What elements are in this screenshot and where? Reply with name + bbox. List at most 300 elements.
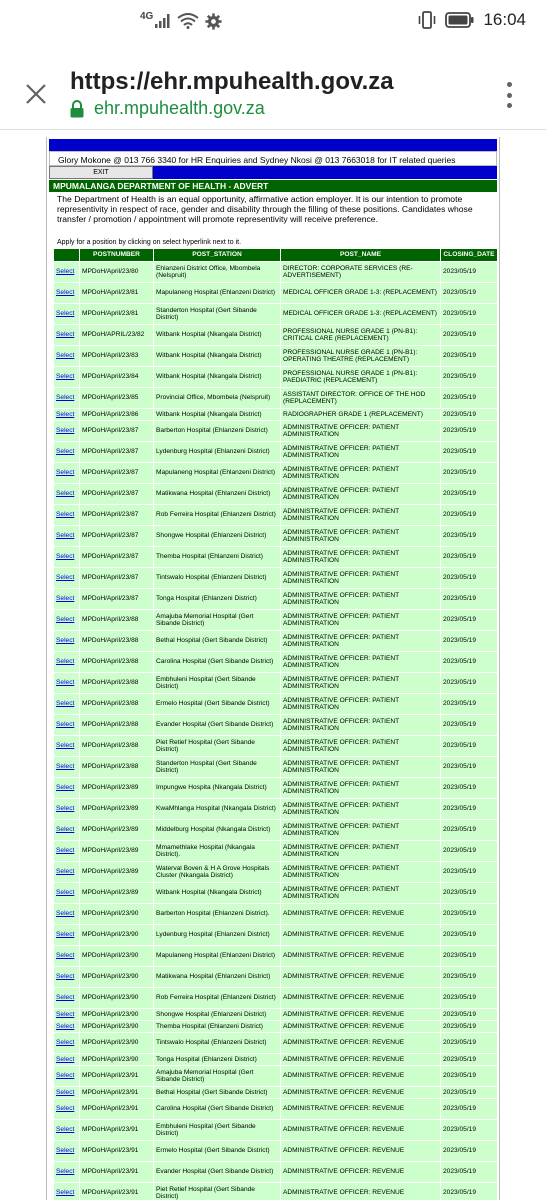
post-station: Evander Hospital (Gert Sibande District) — [154, 715, 280, 735]
select-link[interactable]: Select — [54, 757, 79, 777]
post-station: Ermelo Hospital (Gert Sibande District) — [154, 1141, 280, 1161]
post-number: MPDoH/April/23/84 — [80, 367, 153, 387]
closing-date: 2023/05/19 — [441, 1183, 497, 1200]
select-link[interactable]: Select — [54, 505, 79, 525]
table-row — [54, 967, 497, 987]
post-number: MPDoH/April/23/88 — [80, 715, 153, 735]
select-link[interactable]: Select — [54, 325, 79, 345]
select-link[interactable]: Select — [54, 1141, 79, 1161]
exit-row — [49, 166, 497, 179]
post-number: MPDoH/April/23/91 — [80, 1120, 153, 1140]
post-number: MPDoH/April/23/89 — [80, 883, 153, 903]
post-station: Barberton Hospital (Ehlanzeni District). — [154, 904, 280, 924]
post-number: MPDoH/April/23/87 — [80, 442, 153, 462]
closing-date: 2023/05/19 — [441, 505, 497, 525]
select-link[interactable]: Select — [54, 631, 79, 651]
table-row — [54, 1021, 497, 1032]
post-name: ADMINISTRATIVE OFFICER: PATIENT ADMINISTRATION — [281, 484, 440, 504]
select-link[interactable]: Select — [54, 526, 79, 546]
post-name: MEDICAL OFFICER GRADE 1-3: (REPLACEMENT) — [281, 283, 440, 303]
post-name: ADMINISTRATIVE OFFICER: PATIENT ADMINISTRATION — [281, 883, 440, 903]
table-row — [54, 883, 497, 903]
post-station: KwaMhlanga Hospital (Nkangala District) — [154, 799, 280, 819]
post-number: MPDoH/April/23/87 — [80, 568, 153, 588]
post-name: ADMINISTRATIVE OFFICER: PATIENT ADMINISTRATION — [281, 547, 440, 567]
post-station: Rob Ferreira Hospital (Ehlanzeni District) — [154, 505, 280, 525]
post-number: MPDoH/April/23/88 — [80, 652, 153, 672]
post-station: Tonga Hospital (Ehlanzeni District) — [154, 1054, 280, 1065]
post-station: Tintswalo Hospital (Ehlanzeni District) — [154, 1033, 280, 1053]
close-icon[interactable] — [24, 82, 48, 106]
table-row — [54, 283, 497, 303]
url-host-row[interactable] — [70, 98, 265, 119]
table-row — [54, 1162, 497, 1182]
table-header-row — [54, 249, 497, 261]
select-link[interactable]: Select — [54, 1162, 79, 1182]
post-number: MPDoH/April/23/90 — [80, 1021, 153, 1032]
lock-icon — [70, 100, 84, 118]
post-name: PROFESSIONAL NURSE GRADE 1 (PN-B1): PAEDIATRIC (REPLACEMENT) — [281, 367, 440, 387]
clock: 16:04 — [483, 10, 526, 29]
select-link[interactable]: Select — [54, 883, 79, 903]
post-station: Mapulaneng Hospital (Ehlanzeni District) — [154, 283, 280, 303]
select-link[interactable]: Select — [54, 1033, 79, 1053]
post-name: ADMINISTRATIVE OFFICER: REVENUE — [281, 1162, 440, 1182]
post-station: Piet Retief Hospital (Gert Sibande District) — [154, 736, 280, 756]
post-number: MPDoH/April/23/87 — [80, 505, 153, 525]
post-number: MPDoH/April/23/91 — [80, 1141, 153, 1161]
post-number: MPDoH/April/23/91 — [80, 1183, 153, 1200]
post-number: MPDoH/April/23/87 — [80, 463, 153, 483]
post-name: ADMINISTRATIVE OFFICER: PATIENT ADMINISTRATION — [281, 631, 440, 651]
closing-date: 2023/05/19 — [441, 904, 497, 924]
post-number: MPDoH/April/23/91 — [80, 1087, 153, 1098]
closing-date: 2023/05/19 — [441, 262, 497, 282]
post-name: ADMINISTRATIVE OFFICER: PATIENT ADMINISTRATION — [281, 694, 440, 714]
post-number: MPDoH/April/23/89 — [80, 841, 153, 861]
post-number: MPDoH/April/23/90 — [80, 946, 153, 966]
table-row — [54, 715, 497, 735]
post-number: MPDoH/April/23/90 — [80, 967, 153, 987]
closing-date: 2023/05/19 — [441, 925, 497, 945]
closing-date: 2023/05/19 — [441, 484, 497, 504]
post-name: ADMINISTRATIVE OFFICER: PATIENT ADMINISTRATION — [281, 778, 440, 798]
table-row — [54, 388, 497, 408]
post-station: Lydenburg Hospital (Ehlanzeni District) — [154, 442, 280, 462]
table-row — [54, 988, 497, 1008]
select-link[interactable]: Select — [54, 568, 79, 588]
closing-date: 2023/05/19 — [441, 778, 497, 798]
select-link[interactable]: Select — [54, 442, 79, 462]
post-number: MPDoH/April/23/90 — [80, 925, 153, 945]
select-link[interactable]: Select — [54, 946, 79, 966]
post-station: Bethal Hospital (Gert Sibande District) — [154, 631, 280, 651]
gear-icon — [205, 13, 222, 30]
post-station: Witbank Hospital (Nkangala District) — [154, 325, 280, 345]
table-row — [54, 673, 497, 693]
header-closing-date: CLOSING_DATE — [441, 249, 497, 261]
closing-date: 2023/05/19 — [441, 304, 497, 324]
header-postnumber: POSTNUMBER — [80, 249, 153, 261]
post-name: ADMINISTRATIVE OFFICER: REVENUE — [281, 1009, 440, 1020]
post-number: MPDoH/April/23/89 — [80, 820, 153, 840]
post-name: ADMINISTRATIVE OFFICER: PATIENT ADMINISTRATION — [281, 589, 440, 609]
post-name: ADMINISTRATIVE OFFICER: REVENUE — [281, 925, 440, 945]
post-station: Shongwe Hospital (Ehlanzeni District) — [154, 1009, 280, 1020]
post-number: MPDoH/April/23/90 — [80, 988, 153, 1008]
closing-date: 2023/05/19 — [441, 1099, 497, 1119]
table-row — [54, 1009, 497, 1020]
closing-date: 2023/05/19 — [441, 736, 497, 756]
dept-title: MPUMALANGA DEPARTMENT OF HEALTH - ADVERT — [49, 180, 497, 192]
post-station: Matikwana Hospital (Ehlanzeni District) — [154, 484, 280, 504]
post-name: ADMINISTRATIVE OFFICER: PATIENT ADMINISTRATION — [281, 715, 440, 735]
select-link[interactable]: Select — [54, 841, 79, 861]
post-station: Tonga Hospital (Ehlanzeni District) — [154, 589, 280, 609]
instruction-text: Apply for a position by clicking on select hyperlink next to it. — [57, 239, 242, 246]
table-row — [54, 463, 497, 483]
post-name: ADMINISTRATIVE OFFICER: PATIENT ADMINISTRATION — [281, 820, 440, 840]
post-name: ADMINISTRATIVE OFFICER: REVENUE — [281, 988, 440, 1008]
post-number: MPDoH/April/23/91 — [80, 1066, 153, 1086]
select-link[interactable]: Select — [54, 925, 79, 945]
post-name: ADMINISTRATIVE OFFICER: PATIENT ADMINISTRATION — [281, 421, 440, 441]
post-name: ADMINISTRATIVE OFFICER: PATIENT ADMINISTRATION — [281, 862, 440, 882]
select-link[interactable]: Select — [54, 1099, 79, 1119]
closing-date: 2023/05/19 — [441, 325, 497, 345]
post-station: Shongwe Hospital (Ehlanzeni District) — [154, 526, 280, 546]
select-link[interactable]: Select — [54, 262, 79, 282]
post-number: MPDoH/April/23/88 — [80, 736, 153, 756]
table-row — [54, 1099, 497, 1119]
post-name: ADMINISTRATIVE OFFICER: PATIENT ADMINISTRATION — [281, 463, 440, 483]
select-link[interactable]: Select — [54, 463, 79, 483]
closing-date: 2023/05/19 — [441, 421, 497, 441]
table-row — [54, 367, 497, 387]
post-number: MPDoH/April/23/90 — [80, 1054, 153, 1065]
page-url[interactable]: https://ehr.mpuhealth.gov.za — [70, 68, 394, 95]
post-name: ADMINISTRATIVE OFFICER: REVENUE — [281, 1021, 440, 1032]
closing-date: 2023/05/19 — [441, 1162, 497, 1182]
closing-date: 2023/05/19 — [441, 862, 497, 882]
select-link[interactable]: Select — [54, 547, 79, 567]
table-row — [54, 1054, 497, 1065]
post-name: RADIOGRAPHER GRADE 1 (REPLACEMENT) — [281, 409, 440, 420]
select-link[interactable]: Select — [54, 421, 79, 441]
post-station: Rob Ferreira Hospital (Ehlanzeni District) — [154, 988, 280, 1008]
table-row — [54, 862, 497, 882]
header-post-station: POST_STATION — [154, 249, 280, 261]
post-name: ADMINISTRATIVE OFFICER: PATIENT ADMINISTRATION — [281, 736, 440, 756]
closing-date: 2023/05/19 — [441, 1021, 497, 1032]
table-row — [54, 262, 497, 282]
closing-date: 2023/05/19 — [441, 526, 497, 546]
post-name: ADMINISTRATIVE OFFICER: REVENUE — [281, 1054, 440, 1065]
post-station: Mmamethlake Hospital (Nkangala District). — [154, 841, 280, 861]
status-right — [417, 10, 526, 30]
select-link[interactable]: Select — [54, 304, 79, 324]
select-link[interactable]: Select — [54, 799, 79, 819]
post-name: ADMINISTRATIVE OFFICER: PATIENT ADMINISTRATION — [281, 841, 440, 861]
closing-date: 2023/05/19 — [441, 1120, 497, 1140]
select-link[interactable]: Select — [54, 409, 79, 420]
select-link[interactable]: Select — [54, 367, 79, 387]
select-link[interactable]: Select — [54, 1120, 79, 1140]
post-name: ADMINISTRATIVE OFFICER: REVENUE — [281, 1087, 440, 1098]
post-number: MPDoH/April/23/88 — [80, 757, 153, 777]
post-station: Ehlanzeni District Office, Mbombela (Nelspruit) — [154, 262, 280, 282]
exit-button[interactable]: EXIT — [49, 166, 153, 179]
table-row — [54, 547, 497, 567]
network-type: 4G — [140, 10, 154, 22]
post-number: MPDoH/April/23/91 — [80, 1099, 153, 1119]
table-row — [54, 1087, 497, 1098]
status-bar — [0, 0, 546, 40]
closing-date: 2023/05/19 — [441, 673, 497, 693]
post-name: ADMINISTRATIVE OFFICER: REVENUE — [281, 1066, 440, 1086]
select-link[interactable]: Select — [54, 736, 79, 756]
post-number: MPDoH/April/23/80 — [80, 262, 153, 282]
table-row — [54, 304, 497, 324]
table-row — [54, 589, 497, 609]
closing-date: 2023/05/19 — [441, 1054, 497, 1065]
select-link[interactable]: Select — [54, 967, 79, 987]
table-row — [54, 409, 497, 420]
posts-table — [53, 248, 498, 1200]
post-station: Embhuleni Hospital (Gert Sibande District) — [154, 1120, 280, 1140]
table-row — [54, 1183, 497, 1200]
closing-date: 2023/05/19 — [441, 1033, 497, 1053]
table-row — [54, 568, 497, 588]
post-number: MPDoH/April/23/88 — [80, 694, 153, 714]
wifi-icon — [177, 13, 199, 29]
post-station: Amajuba Memorial Hospital (Gert Sibande District) — [154, 1066, 280, 1086]
post-number: MPDoH/APRIL/23/82 — [80, 325, 153, 345]
table-row — [54, 325, 497, 345]
closing-date: 2023/05/19 — [441, 442, 497, 462]
closing-date: 2023/05/19 — [441, 757, 497, 777]
header-post-name: POST_NAME — [281, 249, 440, 261]
closing-date: 2023/05/19 — [441, 715, 497, 735]
table-row — [54, 799, 497, 819]
post-station: Witbank Hospital (Nkangala District) — [154, 883, 280, 903]
closing-date: 2023/05/19 — [441, 820, 497, 840]
post-name: ASSISTANT DIRECTOR: OFFICE OF THE HOD (REPLACEMENT) — [281, 388, 440, 408]
post-number: MPDoH/April/23/89 — [80, 862, 153, 882]
select-link[interactable]: Select — [54, 346, 79, 366]
post-name: ADMINISTRATIVE OFFICER: REVENUE — [281, 1033, 440, 1053]
post-name: ADMINISTRATIVE OFFICER: PATIENT ADMINISTRATION — [281, 652, 440, 672]
select-link[interactable]: Select — [54, 1066, 79, 1086]
header-select — [54, 249, 79, 261]
select-link[interactable]: Select — [54, 715, 79, 735]
post-station: Bethal Hospital (Gert Sibande District) — [154, 1087, 280, 1098]
post-station: Lydenburg Hospital (Ehlanzeni District) — [154, 925, 280, 945]
select-link[interactable]: Select — [54, 988, 79, 1008]
post-number: MPDoH/April/23/88 — [80, 610, 153, 630]
post-name: ADMINISTRATIVE OFFICER: REVENUE — [281, 946, 440, 966]
select-link[interactable]: Select — [54, 862, 79, 882]
table-row — [54, 1120, 497, 1140]
post-station: Ermelo Hospital (Gert Sibande District) — [154, 694, 280, 714]
post-station: Embhuleni Hospital (Gert Sibande District) — [154, 673, 280, 693]
post-station: Barberton Hospital (Ehlanzeni District) — [154, 421, 280, 441]
post-name: ADMINISTRATIVE OFFICER: REVENUE — [281, 1120, 440, 1140]
status-icons — [140, 11, 222, 31]
post-number: MPDoH/April/23/90 — [80, 1033, 153, 1053]
post-station: Evander Hospital (Gert Sibande District) — [154, 1162, 280, 1182]
post-station: Mapulaneng Hospital (Ehlanzeni District) — [154, 463, 280, 483]
post-station: Themba Hospital (Ehlanzeni District) — [154, 1021, 280, 1032]
post-station: Impungwe Hospita (Nkangala District) — [154, 778, 280, 798]
post-name: PROFESSIONAL NURSE GRADE 1 (PN-B1): OPERATING THEATRE (REPLACEMENT) — [281, 346, 440, 366]
table-row — [54, 778, 497, 798]
table-row — [54, 946, 497, 966]
table-row — [54, 526, 497, 546]
post-name: ADMINISTRATIVE OFFICER: PATIENT ADMINISTRATION — [281, 673, 440, 693]
closing-date: 2023/05/19 — [441, 547, 497, 567]
table-row — [54, 442, 497, 462]
post-number: MPDoH/April/23/85 — [80, 388, 153, 408]
post-station: Carolina Hospital (Gert Sibande District) — [154, 1099, 280, 1119]
post-station: Middelburg Hospital (Nkangala District) — [154, 820, 280, 840]
table-row — [54, 904, 497, 924]
closing-date: 2023/05/19 — [441, 409, 497, 420]
post-name: ADMINISTRATIVE OFFICER: PATIENT ADMINISTRATION — [281, 526, 440, 546]
closing-date: 2023/05/19 — [441, 694, 497, 714]
post-station: Tintswalo Hospital (Ehlanzeni District) — [154, 568, 280, 588]
post-station: Witbank Hospital (Nkangala District) — [154, 367, 280, 387]
closing-date: 2023/05/19 — [441, 841, 497, 861]
select-link[interactable]: Select — [54, 1183, 79, 1200]
table-row — [54, 757, 497, 777]
post-number: MPDoH/April/23/87 — [80, 526, 153, 546]
post-station: Standerton Hospital (Gert Sibande District) — [154, 757, 280, 777]
closing-date: 2023/05/19 — [441, 1087, 497, 1098]
select-link[interactable]: Select — [54, 1021, 79, 1032]
enquiry-text: Glory Mokone @ 013 766 3340 for HR Enquiries and Sydney Nkosi @ 013 7663018 for IT related queries — [49, 151, 497, 166]
closing-date: 2023/05/19 — [441, 652, 497, 672]
table-row — [54, 1033, 497, 1053]
post-name: DIRECTOR: CORPORATE SERVICES (RE-ADVERTISEMENT) — [281, 262, 440, 282]
header-band — [49, 139, 497, 151]
select-link[interactable]: Select — [54, 904, 79, 924]
select-link[interactable]: Select — [54, 1054, 79, 1065]
vibrate-icon — [417, 11, 437, 29]
closing-date: 2023/05/19 — [441, 1009, 497, 1020]
closing-date: 2023/05/19 — [441, 967, 497, 987]
intro-text: The Department of Health is an equal opportunity, affirmative action employer. It is our intention to promote representivity in respect of race, gender and disability through the filling of these positions. Candidates whose transfer / promotion / appointment will promote representivity will receive preference. — [57, 194, 473, 224]
select-link[interactable]: Select — [54, 283, 79, 303]
post-name: ADMINISTRATIVE OFFICER: PATIENT ADMINISTRATION — [281, 505, 440, 525]
table-row — [54, 505, 497, 525]
post-number: MPDoH/April/23/87 — [80, 484, 153, 504]
select-link[interactable]: Select — [54, 1087, 79, 1098]
post-station: Carolina Hospital (Gert Sibande District) — [154, 652, 280, 672]
table-row — [54, 631, 497, 651]
select-link[interactable]: Select — [54, 610, 79, 630]
post-name: ADMINISTRATIVE OFFICER: PATIENT ADMINISTRATION — [281, 757, 440, 777]
closing-date: 2023/05/19 — [441, 946, 497, 966]
post-station: Matikwana Hospital (Ehlanzeni District) — [154, 967, 280, 987]
post-name: ADMINISTRATIVE OFFICER: REVENUE — [281, 1099, 440, 1119]
post-name: PROFESSIONAL NURSE GRADE 1 (PN-B1): CRITICAL CARE (REPLACEMENT) — [281, 325, 440, 345]
closing-date: 2023/05/19 — [441, 367, 497, 387]
post-number: MPDoH/April/23/88 — [80, 631, 153, 651]
post-name: MEDICAL OFFICER GRADE 1-3: (REPLACEMENT) — [281, 304, 440, 324]
closing-date: 2023/05/19 — [441, 1066, 497, 1086]
post-name: ADMINISTRATIVE OFFICER: REVENUE — [281, 904, 440, 924]
post-number: MPDoH/April/23/87 — [80, 589, 153, 609]
post-number: MPDoH/April/23/89 — [80, 778, 153, 798]
table-row — [54, 484, 497, 504]
post-station: Standerton Hospital (Gert Sibande District) — [154, 304, 280, 324]
signal-icon — [155, 14, 171, 28]
closing-date: 2023/05/19 — [441, 346, 497, 366]
browser-toolbar — [0, 40, 546, 130]
battery-icon — [445, 12, 475, 28]
post-station: Themba Hospital (Ehlanzeni District) — [154, 547, 280, 567]
table-row — [54, 1066, 497, 1086]
select-link[interactable]: Select — [54, 652, 79, 672]
post-name: ADMINISTRATIVE OFFICER: PATIENT ADMINISTRATION — [281, 799, 440, 819]
closing-date: 2023/05/19 — [441, 631, 497, 651]
table-row — [54, 841, 497, 861]
post-station: Provincial Office, Mbombela (Nelspruit) — [154, 388, 280, 408]
closing-date: 2023/05/19 — [441, 1141, 497, 1161]
post-name: ADMINISTRATIVE OFFICER: PATIENT ADMINISTRATION — [281, 442, 440, 462]
post-name: ADMINISTRATIVE OFFICER: REVENUE — [281, 1183, 440, 1200]
select-link[interactable]: Select — [54, 694, 79, 714]
select-link[interactable]: Select — [54, 484, 79, 504]
post-number: MPDoH/April/23/89 — [80, 799, 153, 819]
select-link[interactable]: Select — [54, 1009, 79, 1020]
table-row — [54, 820, 497, 840]
post-station: Mapulaneng Hospital (Ehlanzeni District) — [154, 946, 280, 966]
table-row — [54, 694, 497, 714]
post-station: Piet Retief Hospital (Gert Sibande District) — [154, 1183, 280, 1200]
post-number: MPDoH/April/23/86 — [80, 409, 153, 420]
post-name: ADMINISTRATIVE OFFICER: PATIENT ADMINISTRATION — [281, 568, 440, 588]
post-station: Amajuba Memorial Hospital (Gert Sibande District) — [154, 610, 280, 630]
post-number: MPDoH/April/23/88 — [80, 673, 153, 693]
post-station: Witbank Hospital (Nkangala District) — [154, 409, 280, 420]
web-page — [46, 137, 500, 1200]
table-row — [54, 346, 497, 366]
select-link[interactable]: Select — [54, 388, 79, 408]
table-row — [54, 421, 497, 441]
post-number: MPDoH/April/23/87 — [80, 421, 153, 441]
closing-date: 2023/05/19 — [441, 568, 497, 588]
select-link[interactable]: Select — [54, 820, 79, 840]
closing-date: 2023/05/19 — [441, 883, 497, 903]
table-row — [54, 1141, 497, 1161]
posts-table-body — [54, 262, 497, 1200]
post-number: MPDoH/April/23/90 — [80, 1009, 153, 1020]
url-host: ehr.mpuhealth.gov.za — [94, 98, 265, 118]
closing-date: 2023/05/19 — [441, 799, 497, 819]
select-link[interactable]: Select — [54, 778, 79, 798]
closing-date: 2023/05/19 — [441, 610, 497, 630]
closing-date: 2023/05/19 — [441, 463, 497, 483]
select-link[interactable]: Select — [54, 673, 79, 693]
post-number: MPDoH/April/23/83 — [80, 346, 153, 366]
post-name: ADMINISTRATIVE OFFICER: REVENUE — [281, 1141, 440, 1161]
closing-date: 2023/05/19 — [441, 988, 497, 1008]
select-link[interactable]: Select — [54, 589, 79, 609]
post-number: MPDoH/April/23/81 — [80, 304, 153, 324]
more-options-icon[interactable] — [506, 82, 512, 108]
